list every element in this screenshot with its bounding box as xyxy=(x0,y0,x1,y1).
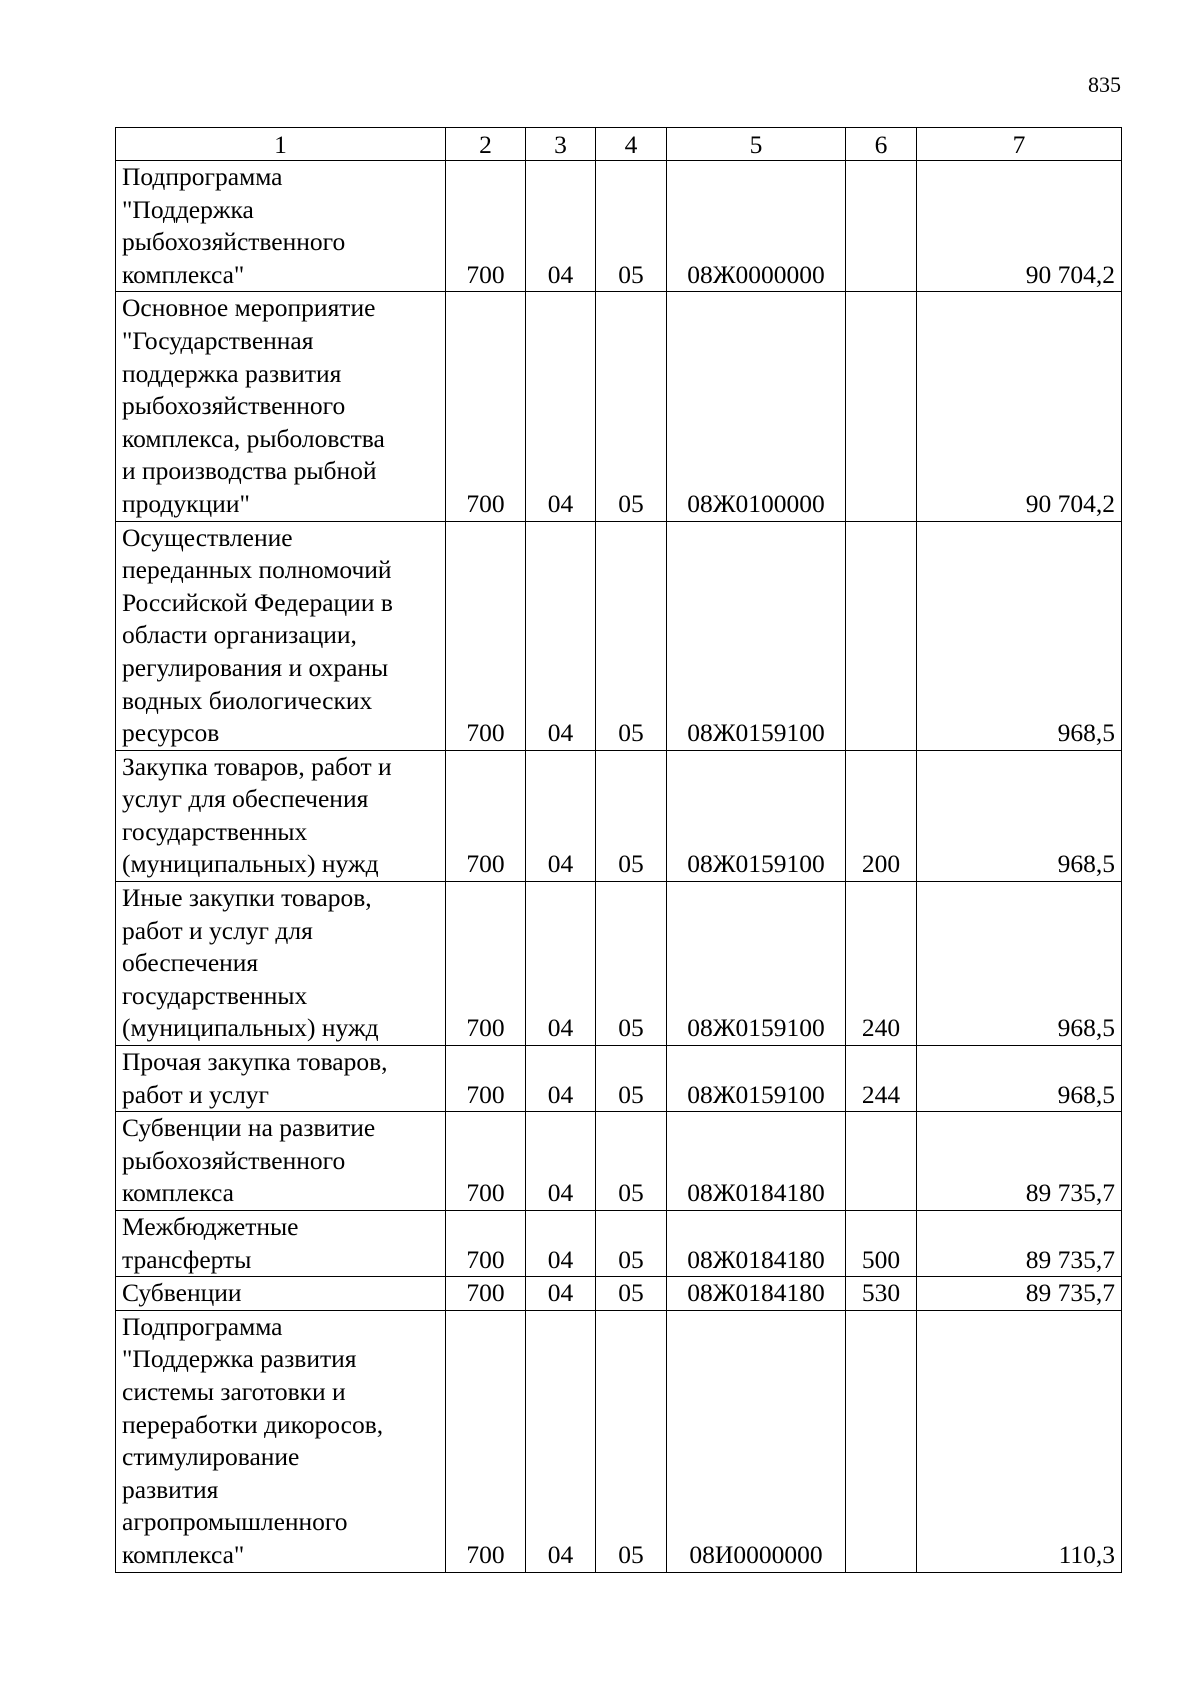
row-code-6: 530 xyxy=(846,1277,917,1311)
row-code-5: 08И0000000 xyxy=(667,1310,846,1572)
row-code-6 xyxy=(846,292,917,521)
table-row xyxy=(116,292,1122,521)
row-code-2: 700 xyxy=(446,1277,526,1311)
row-amount: 968,5 xyxy=(917,882,1122,1046)
row-code-5: 08Ж0000000 xyxy=(667,161,846,292)
row-name: Основное мероприятие "Государственная поддержка развития рыбохозяйственного комплекса, рыболовства и производства рыбной продукции" xyxy=(116,292,446,521)
budget-table xyxy=(115,127,1122,1573)
table-row xyxy=(116,1046,1122,1112)
row-code-3: 04 xyxy=(526,1310,596,1572)
table-row xyxy=(116,1112,1122,1211)
row-code-6: 240 xyxy=(846,882,917,1046)
row-code-2: 700 xyxy=(446,1112,526,1211)
row-code-2: 700 xyxy=(446,161,526,292)
row-code-4: 05 xyxy=(596,882,667,1046)
row-code-2: 700 xyxy=(446,521,526,750)
table-row xyxy=(116,1310,1122,1572)
row-code-4: 05 xyxy=(596,1046,667,1112)
column-header: 5 xyxy=(667,128,846,161)
row-code-3: 04 xyxy=(526,750,596,881)
column-header: 1 xyxy=(116,128,446,161)
row-code-3: 04 xyxy=(526,882,596,1046)
row-amount: 90 704,2 xyxy=(917,292,1122,521)
table-row xyxy=(116,1277,1122,1311)
row-code-3: 04 xyxy=(526,1277,596,1311)
row-code-6 xyxy=(846,1112,917,1211)
row-code-4: 05 xyxy=(596,161,667,292)
row-code-5: 08Ж0159100 xyxy=(667,882,846,1046)
row-code-3: 04 xyxy=(526,1046,596,1112)
table-row xyxy=(116,521,1122,750)
row-code-5: 08Ж0184180 xyxy=(667,1112,846,1211)
row-code-5: 08Ж0159100 xyxy=(667,1046,846,1112)
row-code-2: 700 xyxy=(446,292,526,521)
row-code-5: 08Ж0159100 xyxy=(667,750,846,881)
row-name: Подпрограмма "Поддержка рыбохозяйственного комплекса" xyxy=(116,161,446,292)
row-name: Осуществление переданных полномочий Российской Федерации в области организации, регулирования и охраны водных биологических ресурсов xyxy=(116,521,446,750)
row-code-3: 04 xyxy=(526,1211,596,1277)
row-code-2: 700 xyxy=(446,1046,526,1112)
column-header: 4 xyxy=(596,128,667,161)
row-code-3: 04 xyxy=(526,161,596,292)
row-code-5: 08Ж0184180 xyxy=(667,1211,846,1277)
table-row xyxy=(116,750,1122,881)
row-code-6: 500 xyxy=(846,1211,917,1277)
row-amount: 89 735,7 xyxy=(917,1112,1122,1211)
table-row xyxy=(116,882,1122,1046)
row-name: Межбюджетные трансферты xyxy=(116,1211,446,1277)
row-code-4: 05 xyxy=(596,521,667,750)
row-code-3: 04 xyxy=(526,1112,596,1211)
row-amount: 89 735,7 xyxy=(917,1277,1122,1311)
row-code-2: 700 xyxy=(446,1211,526,1277)
row-code-6 xyxy=(846,161,917,292)
row-code-3: 04 xyxy=(526,521,596,750)
row-code-2: 700 xyxy=(446,750,526,881)
row-code-5: 08Ж0100000 xyxy=(667,292,846,521)
row-code-4: 05 xyxy=(596,1310,667,1572)
row-amount: 110,3 xyxy=(917,1310,1122,1572)
row-amount: 968,5 xyxy=(917,1046,1122,1112)
row-name: Прочая закупка товаров, работ и услуг xyxy=(116,1046,446,1112)
row-code-4: 05 xyxy=(596,1112,667,1211)
row-code-6: 244 xyxy=(846,1046,917,1112)
row-code-2: 700 xyxy=(446,882,526,1046)
row-code-6: 200 xyxy=(846,750,917,881)
row-code-3: 04 xyxy=(526,292,596,521)
row-name: Закупка товаров, работ и услуг для обеспечения государственных (муниципальных) нужд xyxy=(116,750,446,881)
row-name: Подпрограмма "Поддержка развития системы заготовки и переработки дикоросов, стимулирование развития агропромышленного комплекса" xyxy=(116,1310,446,1572)
column-header: 6 xyxy=(846,128,917,161)
row-code-5: 08Ж0159100 xyxy=(667,521,846,750)
column-header: 3 xyxy=(526,128,596,161)
row-amount: 89 735,7 xyxy=(917,1211,1122,1277)
table-row xyxy=(116,161,1122,292)
row-amount: 968,5 xyxy=(917,521,1122,750)
row-name: Субвенции xyxy=(116,1277,446,1311)
row-code-4: 05 xyxy=(596,292,667,521)
column-header: 2 xyxy=(446,128,526,161)
table-row xyxy=(116,1211,1122,1277)
row-code-4: 05 xyxy=(596,1211,667,1277)
row-amount: 968,5 xyxy=(917,750,1122,881)
table-header-row xyxy=(116,128,1122,161)
row-code-2: 700 xyxy=(446,1310,526,1572)
page-number: 835 xyxy=(1088,72,1121,97)
row-code-6 xyxy=(846,521,917,750)
row-amount: 90 704,2 xyxy=(917,161,1122,292)
row-code-5: 08Ж0184180 xyxy=(667,1277,846,1311)
row-name: Иные закупки товаров, работ и услуг для обеспечения государственных (муниципальных) нужд xyxy=(116,882,446,1046)
row-code-6 xyxy=(846,1310,917,1572)
row-name: Субвенции на развитие рыбохозяйственного комплекса xyxy=(116,1112,446,1211)
row-code-4: 05 xyxy=(596,750,667,881)
column-header: 7 xyxy=(917,128,1122,161)
row-code-4: 05 xyxy=(596,1277,667,1311)
